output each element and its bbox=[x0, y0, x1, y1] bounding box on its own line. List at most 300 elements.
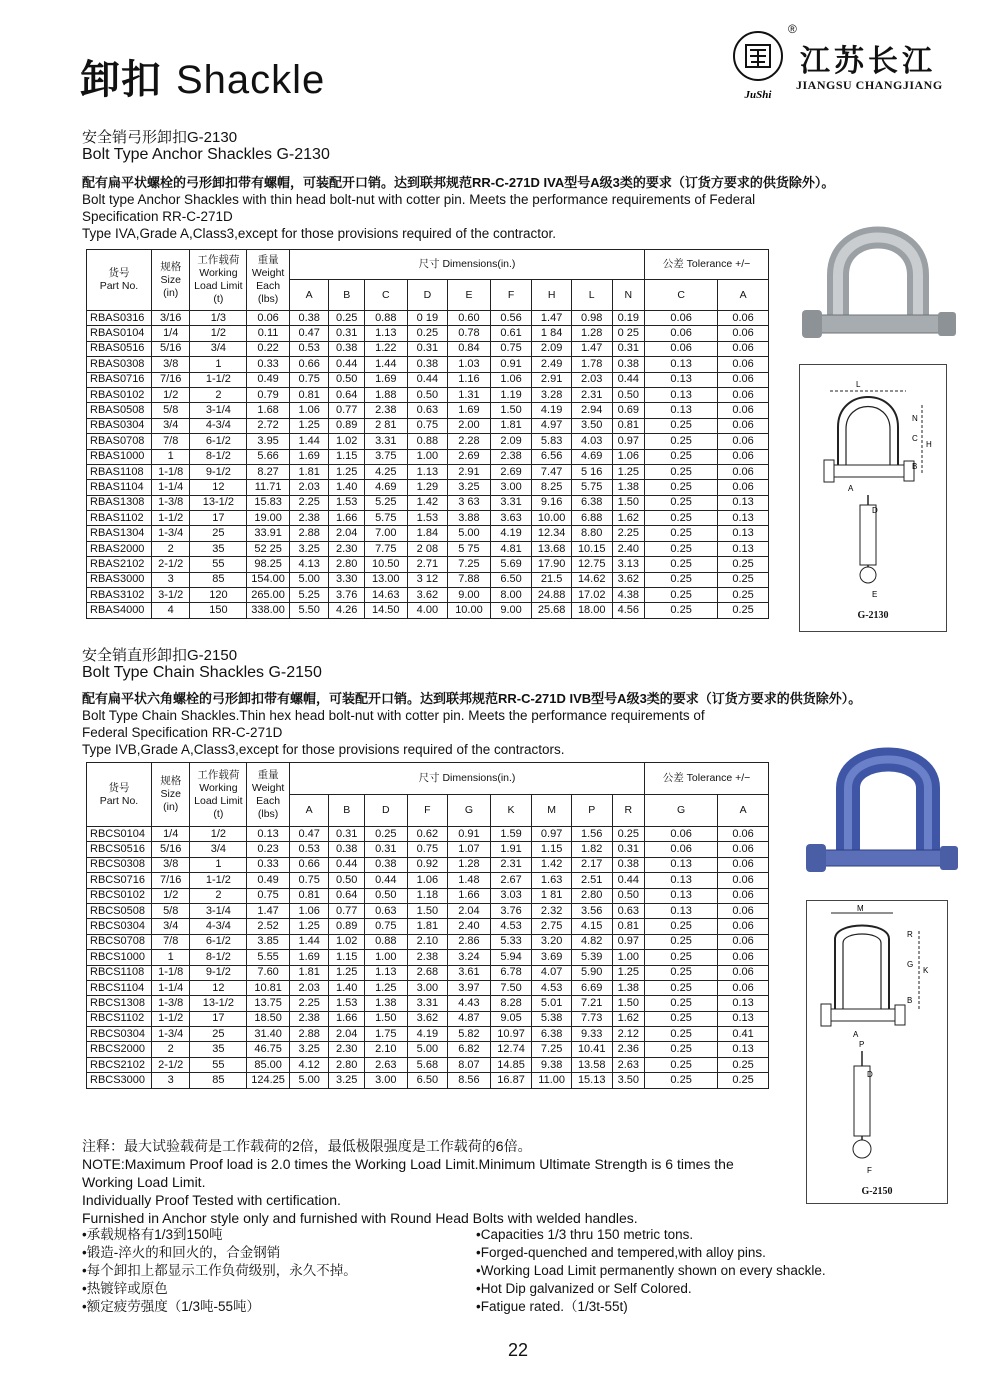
table-row bbox=[87, 480, 769, 495]
table-cell: 0.13 bbox=[645, 903, 718, 918]
col-size: 规格 Size (in) bbox=[151, 763, 190, 827]
table-cell: 0.61 bbox=[490, 326, 532, 341]
table-cell: 0.78 bbox=[448, 326, 491, 341]
table-cell: 7.25 bbox=[532, 1042, 572, 1057]
part-number-cell: RBAS4000 bbox=[87, 603, 152, 618]
table-cell: 0.25 bbox=[645, 418, 718, 433]
table-cell: 0.81 bbox=[612, 418, 645, 433]
table-cell: 1.62 bbox=[612, 511, 645, 526]
table-cell: 0.64 bbox=[329, 888, 365, 903]
table-cell: 3.88 bbox=[448, 511, 491, 526]
table-cell: 0.38 bbox=[329, 341, 365, 356]
table-cell: 0.13 bbox=[718, 526, 769, 541]
table-cell: 1.13 bbox=[364, 326, 407, 341]
table-cell: 1.44 bbox=[289, 434, 329, 449]
table-cell: 2-1/2 bbox=[151, 1057, 190, 1072]
section2-desc-en1: Bolt Type Chain Shackles.Thin hex head bolt-nut with cotter pin. Meets the performance requirements of bbox=[82, 708, 705, 723]
tol-header: C bbox=[645, 280, 718, 311]
dim-header: K bbox=[490, 795, 532, 827]
col-wll: 工作载荷 Working Load Limit (t) bbox=[190, 250, 247, 311]
table-cell: 0.89 bbox=[329, 919, 365, 934]
table-row bbox=[87, 572, 769, 587]
dim-header: D bbox=[407, 280, 448, 311]
table-cell: 0.06 bbox=[645, 311, 718, 326]
table-cell: 4.19 bbox=[532, 403, 572, 418]
table-cell: 2.00 bbox=[448, 418, 491, 433]
table-cell: 5.00 bbox=[448, 526, 491, 541]
table-cell: 0.77 bbox=[329, 903, 365, 918]
table-cell: 0.06 bbox=[718, 464, 769, 479]
table-cell: 1.22 bbox=[364, 341, 407, 356]
table-cell: 0.06 bbox=[645, 827, 718, 842]
table-cell: 98.25 bbox=[247, 557, 290, 572]
svg-text:D: D bbox=[867, 1070, 873, 1079]
table-cell: 8-1/2 bbox=[190, 449, 247, 464]
section2-heading-en: Bolt Type Chain Shackles G-2150 bbox=[82, 664, 322, 681]
table-cell: 0.25 bbox=[645, 449, 718, 464]
dim-header: P bbox=[571, 795, 612, 827]
table-row bbox=[87, 888, 769, 903]
table-cell: 3.62 bbox=[612, 572, 645, 587]
bullet-cn: •每个卸扣上都显示工作负荷级别，永久不掉。 bbox=[82, 1263, 357, 1278]
table-cell: 0.06 bbox=[645, 326, 718, 341]
g2150-caption: G-2150 bbox=[861, 1186, 893, 1197]
table-cell: 1/4 bbox=[151, 827, 190, 842]
table-cell: 0.31 bbox=[364, 842, 407, 857]
part-number-cell: RBCS2102 bbox=[87, 1057, 152, 1072]
table-row bbox=[87, 418, 769, 433]
section1-desc-cn: 配有扁平状螺栓的弓形卸扣带有螺帽，可装配开口销。达到联邦规范RR-C-271D IVA型号A级3类的要求（订货方要求的供货除外）。 bbox=[82, 175, 835, 190]
table-cell: 12.74 bbox=[490, 1042, 532, 1057]
tol-header: G bbox=[645, 795, 718, 827]
table-cell: 55 bbox=[190, 1057, 247, 1072]
table-cell: 4.53 bbox=[532, 980, 572, 995]
table-cell: 0.13 bbox=[247, 827, 290, 842]
table-cell: 1.03 bbox=[448, 357, 491, 372]
table-cell: 1/2 bbox=[151, 888, 190, 903]
table-cell: 6.82 bbox=[448, 1042, 491, 1057]
table-cell: 17 bbox=[190, 511, 247, 526]
part-number-cell: RBAS1108 bbox=[87, 464, 152, 479]
table-cell: 3.97 bbox=[448, 980, 491, 995]
part-number-cell: RBAS3000 bbox=[87, 572, 152, 587]
table-cell: 1.16 bbox=[448, 372, 491, 387]
table-cell: 3.76 bbox=[490, 903, 532, 918]
table-cell: 0.06 bbox=[718, 403, 769, 418]
table-cell: 1.75 bbox=[364, 1027, 407, 1042]
table-cell: 3.75 bbox=[364, 449, 407, 464]
table-cell: 120 bbox=[190, 588, 247, 603]
table-row bbox=[87, 526, 769, 541]
table-cell: 3 63 bbox=[448, 495, 491, 510]
table-cell: 7.50 bbox=[490, 980, 532, 995]
table-cell: 8.28 bbox=[490, 996, 532, 1011]
table-cell: 0.44 bbox=[612, 873, 645, 888]
part-number-cell: RBAS0508 bbox=[87, 403, 152, 418]
g2150-drawing bbox=[807, 901, 947, 1181]
table-cell: 3.95 bbox=[247, 434, 290, 449]
table-cell: 0.31 bbox=[612, 842, 645, 857]
bullet-en: •Fatigue rated.（1/3t-55t) bbox=[476, 1299, 628, 1314]
table-cell: 1.25 bbox=[364, 980, 407, 995]
table-row bbox=[87, 842, 769, 857]
table-cell: 25.68 bbox=[532, 603, 572, 618]
table-cell: 0.13 bbox=[718, 1042, 769, 1057]
table-cell: 0.25 bbox=[645, 1042, 718, 1057]
table-cell: 5.82 bbox=[448, 1027, 491, 1042]
table-cell: 1/3 bbox=[190, 311, 247, 326]
part-number-cell: RBCS0516 bbox=[87, 842, 152, 857]
page-number: 22 bbox=[508, 1340, 529, 1360]
table-cell: 0.38 bbox=[364, 857, 407, 872]
table-cell: 0.66 bbox=[289, 857, 329, 872]
table-cell: 0.97 bbox=[532, 827, 572, 842]
table-cell: 8.00 bbox=[490, 588, 532, 603]
table-cell: 0.25 bbox=[645, 950, 718, 965]
table-cell: 0.06 bbox=[718, 372, 769, 387]
table-row bbox=[87, 588, 769, 603]
table-cell: 85.00 bbox=[247, 1057, 290, 1072]
table-cell: 10.00 bbox=[532, 511, 572, 526]
note-en4: Furnished in Anchor style only and furnished with Round Head Bolts with welded handles. bbox=[82, 1210, 638, 1226]
table-cell: 2.49 bbox=[532, 357, 572, 372]
table-cell: 1-3/4 bbox=[151, 1027, 190, 1042]
table-cell: 25 bbox=[190, 526, 247, 541]
table-cell: 17 bbox=[190, 1011, 247, 1026]
table-cell: 150 bbox=[190, 603, 247, 618]
table-cell: 0.06 bbox=[718, 934, 769, 949]
col-dimensions: 尺寸 Dimensions(in.) bbox=[289, 763, 644, 795]
table-cell: 0.77 bbox=[329, 403, 365, 418]
table-cell: 1.50 bbox=[364, 1011, 407, 1026]
table-cell: 0.69 bbox=[612, 403, 645, 418]
table-cell: 2 81 bbox=[364, 418, 407, 433]
part-number-cell: RBCS0304 bbox=[87, 1027, 152, 1042]
table-cell: 13.00 bbox=[364, 572, 407, 587]
table-cell: 2.38 bbox=[490, 449, 532, 464]
part-number-cell: RBAS0104 bbox=[87, 326, 152, 341]
table-cell: 8.27 bbox=[247, 464, 290, 479]
table-cell: 1 81 bbox=[532, 888, 572, 903]
table-cell: 3.25 bbox=[289, 541, 329, 556]
table-cell: 6.56 bbox=[532, 449, 572, 464]
bullet-cn: •热镀锌或原色 bbox=[82, 1281, 168, 1296]
table-cell: 9-1/2 bbox=[190, 965, 247, 980]
table-cell: 4 bbox=[151, 603, 190, 618]
table-cell: 0.81 bbox=[289, 387, 329, 402]
table-cell: 18.50 bbox=[247, 1011, 290, 1026]
table-cell: 0.06 bbox=[718, 857, 769, 872]
table-cell: 0.19 bbox=[612, 311, 645, 326]
table-cell: 3/8 bbox=[151, 357, 190, 372]
table-cell: 3/4 bbox=[190, 341, 247, 356]
table-cell: 2.52 bbox=[247, 919, 290, 934]
svg-text:G: G bbox=[907, 960, 914, 969]
table-cell: 3.85 bbox=[247, 934, 290, 949]
table-cell: 2.25 bbox=[289, 996, 329, 1011]
table-cell: 0.63 bbox=[612, 903, 645, 918]
dim-header: H bbox=[532, 280, 572, 311]
table-cell: 3-1/4 bbox=[190, 403, 247, 418]
table-cell: 0.25 bbox=[329, 311, 365, 326]
table-cell: 3.30 bbox=[329, 572, 365, 587]
table-cell: 0.06 bbox=[718, 827, 769, 842]
table-cell: 1-1/2 bbox=[151, 1011, 190, 1026]
table-cell: 2.80 bbox=[329, 1057, 365, 1072]
col-dimensions: 尺寸 Dimensions(in.) bbox=[289, 250, 644, 280]
tol-header: A bbox=[718, 795, 769, 827]
table-cell: 7.00 bbox=[364, 526, 407, 541]
table-cell: 14.50 bbox=[364, 603, 407, 618]
table-cell: 0.06 bbox=[645, 341, 718, 356]
table-cell: 2.30 bbox=[329, 541, 365, 556]
table-cell: 10.50 bbox=[364, 557, 407, 572]
table-cell: 10.15 bbox=[571, 541, 612, 556]
table-cell: 0.06 bbox=[718, 888, 769, 903]
table-row bbox=[87, 857, 769, 872]
table-cell: 0.06 bbox=[718, 418, 769, 433]
table-cell: 4.38 bbox=[612, 588, 645, 603]
table-cell: 0.06 bbox=[247, 311, 290, 326]
svg-text:F: F bbox=[867, 1166, 872, 1175]
table-cell: 1.25 bbox=[612, 965, 645, 980]
table-cell: 2.38 bbox=[289, 511, 329, 526]
table-cell: 2.04 bbox=[329, 526, 365, 541]
table-row bbox=[87, 326, 769, 341]
part-number-cell: RBCS1308 bbox=[87, 996, 152, 1011]
table-row bbox=[87, 827, 769, 842]
dim-header: F bbox=[407, 795, 448, 827]
dim-header: M bbox=[532, 795, 572, 827]
table-cell: 0.13 bbox=[718, 1011, 769, 1026]
table-cell: 2.38 bbox=[364, 403, 407, 418]
table-cell: 3.50 bbox=[612, 1073, 645, 1088]
table-cell: 1.50 bbox=[407, 903, 448, 918]
table-cell: 0.33 bbox=[247, 857, 290, 872]
table-cell: 1.29 bbox=[407, 480, 448, 495]
table-cell: 25 bbox=[190, 1027, 247, 1042]
table-cell: 10.00 bbox=[448, 603, 491, 618]
table-cell: 0.25 bbox=[645, 996, 718, 1011]
table-cell: 0.25 bbox=[645, 980, 718, 995]
bullet-en: •Hot Dip galvanized or Self Colored. bbox=[476, 1281, 692, 1296]
table-cell: 8.80 bbox=[571, 526, 612, 541]
table-cell: 1.48 bbox=[448, 873, 491, 888]
table-cell: 0.25 bbox=[364, 827, 407, 842]
table-cell: 3/4 bbox=[190, 842, 247, 857]
part-number-cell: RBAS0716 bbox=[87, 372, 152, 387]
dim-header: E bbox=[448, 280, 491, 311]
table-cell: 8.56 bbox=[448, 1073, 491, 1088]
table-row bbox=[87, 311, 769, 326]
table-cell: 4.56 bbox=[612, 603, 645, 618]
table-cell: 2.17 bbox=[571, 857, 612, 872]
brand-logo bbox=[724, 20, 794, 102]
table-cell: 1 84 bbox=[532, 326, 572, 341]
table-cell: 0.47 bbox=[289, 827, 329, 842]
table-cell: 1.02 bbox=[329, 934, 365, 949]
table-cell: 1/4 bbox=[151, 326, 190, 341]
table-cell: 0.88 bbox=[364, 934, 407, 949]
table-row bbox=[87, 980, 769, 995]
table-cell: 1.88 bbox=[364, 387, 407, 402]
table-cell: 0.22 bbox=[247, 341, 290, 356]
table-cell: 8.25 bbox=[532, 480, 572, 495]
table-cell: 2 bbox=[190, 888, 247, 903]
table-cell: 0.06 bbox=[718, 842, 769, 857]
bullet-en: •Capacities 1/3 thru 150 metric tons. bbox=[476, 1227, 694, 1242]
table-cell: 0.97 bbox=[612, 934, 645, 949]
table-cell: 1.06 bbox=[289, 403, 329, 418]
table-cell: 0.75 bbox=[247, 888, 290, 903]
table-cell: 3.20 bbox=[532, 934, 572, 949]
table-cell: 0.06 bbox=[718, 903, 769, 918]
table1-body bbox=[87, 311, 769, 619]
brand-name-cn: 江苏长江 bbox=[800, 44, 936, 79]
note-en1: NOTE:Maximum Proof load is 2.0 times the Working Load Limit.Minimum Ultimate Strength is 6 times the bbox=[82, 1156, 734, 1172]
note-cn: 注释：最大试验载荷是工作载荷的2倍，最低极限强度是工作载荷的6倍。 bbox=[82, 1138, 532, 1154]
table-row bbox=[87, 873, 769, 888]
table-cell: 5.83 bbox=[532, 434, 572, 449]
table-cell: 4.69 bbox=[364, 480, 407, 495]
table-cell: 1.44 bbox=[289, 934, 329, 949]
table-cell: 0.25 bbox=[718, 603, 769, 618]
table-row bbox=[87, 511, 769, 526]
table-cell: 85 bbox=[190, 1073, 247, 1088]
table-cell: 3.25 bbox=[329, 1073, 365, 1088]
table-cell: 0.06 bbox=[718, 357, 769, 372]
table-cell: 0.75 bbox=[364, 919, 407, 934]
table-cell: 2 bbox=[190, 387, 247, 402]
table-cell: 2.88 bbox=[289, 526, 329, 541]
table-cell: 0 19 bbox=[407, 311, 448, 326]
table-cell: 33.91 bbox=[247, 526, 290, 541]
table-row bbox=[87, 934, 769, 949]
table-cell: 0.25 bbox=[612, 827, 645, 842]
table-cell: 1.25 bbox=[329, 965, 365, 980]
table-row bbox=[87, 403, 769, 418]
table-cell: 4.81 bbox=[490, 541, 532, 556]
table-cell: 35 bbox=[190, 541, 247, 556]
part-number-cell: RBCS2000 bbox=[87, 1042, 152, 1057]
chain-shackle-photo bbox=[800, 738, 960, 888]
table-cell: 1.69 bbox=[289, 950, 329, 965]
table-cell: 7.21 bbox=[571, 996, 612, 1011]
title-cn: 卸扣 bbox=[80, 58, 162, 102]
table-cell: 4-3/4 bbox=[190, 418, 247, 433]
table-cell: 1 bbox=[190, 857, 247, 872]
table-cell: 0 25 bbox=[612, 326, 645, 341]
table-cell: 1.38 bbox=[364, 996, 407, 1011]
table-cell: 0.25 bbox=[645, 588, 718, 603]
table-cell: 2.28 bbox=[448, 434, 491, 449]
table-cell: 0.50 bbox=[612, 387, 645, 402]
table-cell: 8.07 bbox=[448, 1057, 491, 1072]
table-cell: 4.25 bbox=[364, 464, 407, 479]
table-cell: 0.13 bbox=[718, 996, 769, 1011]
table-cell: 0.75 bbox=[407, 418, 448, 433]
table-cell: 7.60 bbox=[247, 965, 290, 980]
table-cell: 5.66 bbox=[247, 449, 290, 464]
table1-header bbox=[87, 250, 769, 311]
table-cell: 0.64 bbox=[329, 387, 365, 402]
table-cell: 5.68 bbox=[407, 1057, 448, 1072]
table-cell: 0.13 bbox=[645, 403, 718, 418]
dim-header: A bbox=[289, 795, 329, 827]
table-cell: 2.86 bbox=[448, 934, 491, 949]
table-cell: 85 bbox=[190, 572, 247, 587]
table-cell: 2.88 bbox=[289, 1027, 329, 1042]
table-cell: 9.00 bbox=[490, 603, 532, 618]
table-cell: 0.75 bbox=[407, 842, 448, 857]
table-cell: 1.81 bbox=[407, 919, 448, 934]
table-cell: 15.13 bbox=[571, 1073, 612, 1088]
table-cell: 1.06 bbox=[612, 449, 645, 464]
table-cell: 1-3/8 bbox=[151, 495, 190, 510]
table-cell: 3.00 bbox=[407, 980, 448, 995]
table-cell: 5/8 bbox=[151, 903, 190, 918]
table-cell: 2.04 bbox=[329, 1027, 365, 1042]
table-cell: 19.00 bbox=[247, 511, 290, 526]
part-number-cell: RBCS0304 bbox=[87, 919, 152, 934]
part-number-cell: RBAS1304 bbox=[87, 526, 152, 541]
table-cell: 52 25 bbox=[247, 541, 290, 556]
table-cell: 0.06 bbox=[718, 341, 769, 356]
table-row bbox=[87, 449, 769, 464]
table-cell: 2.32 bbox=[532, 903, 572, 918]
table-cell: 5.39 bbox=[571, 950, 612, 965]
table-row bbox=[87, 541, 769, 556]
part-number-cell: RBAS0708 bbox=[87, 434, 152, 449]
table-cell: 1.40 bbox=[329, 980, 365, 995]
table-cell: 1.06 bbox=[490, 372, 532, 387]
table-cell: 0.25 bbox=[645, 557, 718, 572]
table-cell: 4.43 bbox=[448, 996, 491, 1011]
table-cell: 2.03 bbox=[289, 480, 329, 495]
dim-header: G bbox=[448, 795, 491, 827]
part-number-cell: RBAS1102 bbox=[87, 511, 152, 526]
table-row bbox=[87, 557, 769, 572]
part-number-cell: RBCS0104 bbox=[87, 827, 152, 842]
table-cell: 1.50 bbox=[612, 996, 645, 1011]
table-cell: 6.69 bbox=[571, 980, 612, 995]
anchor-shackle-table bbox=[86, 249, 769, 619]
table-cell: 6.50 bbox=[407, 1073, 448, 1088]
table-cell: 7.88 bbox=[448, 572, 491, 587]
section2-desc-en2: Federal Specification RR-C-271D bbox=[82, 725, 283, 740]
svg-text:B: B bbox=[907, 996, 913, 1005]
table-cell: 5.69 bbox=[490, 557, 532, 572]
table-cell: 338.00 bbox=[247, 603, 290, 618]
table-cell: 0.13 bbox=[645, 372, 718, 387]
table-cell: 1/2 bbox=[151, 387, 190, 402]
table-cell: 0.33 bbox=[247, 357, 290, 372]
table-cell: 2 bbox=[151, 541, 190, 556]
table-cell: 6-1/2 bbox=[190, 434, 247, 449]
table-cell: 0.44 bbox=[329, 857, 365, 872]
table-cell: 5.25 bbox=[364, 495, 407, 510]
table-cell: 4.07 bbox=[532, 965, 572, 980]
table-cell: 2 08 bbox=[407, 541, 448, 556]
table-cell: 2 bbox=[151, 1042, 190, 1057]
table-cell: 1.82 bbox=[571, 842, 612, 857]
table-cell: 1.84 bbox=[407, 526, 448, 541]
part-number-cell: RBCS0308 bbox=[87, 857, 152, 872]
table-cell: 0.50 bbox=[407, 387, 448, 402]
table-cell: 9.00 bbox=[448, 588, 491, 603]
table-cell: 1-3/4 bbox=[151, 526, 190, 541]
page-title bbox=[80, 48, 325, 105]
